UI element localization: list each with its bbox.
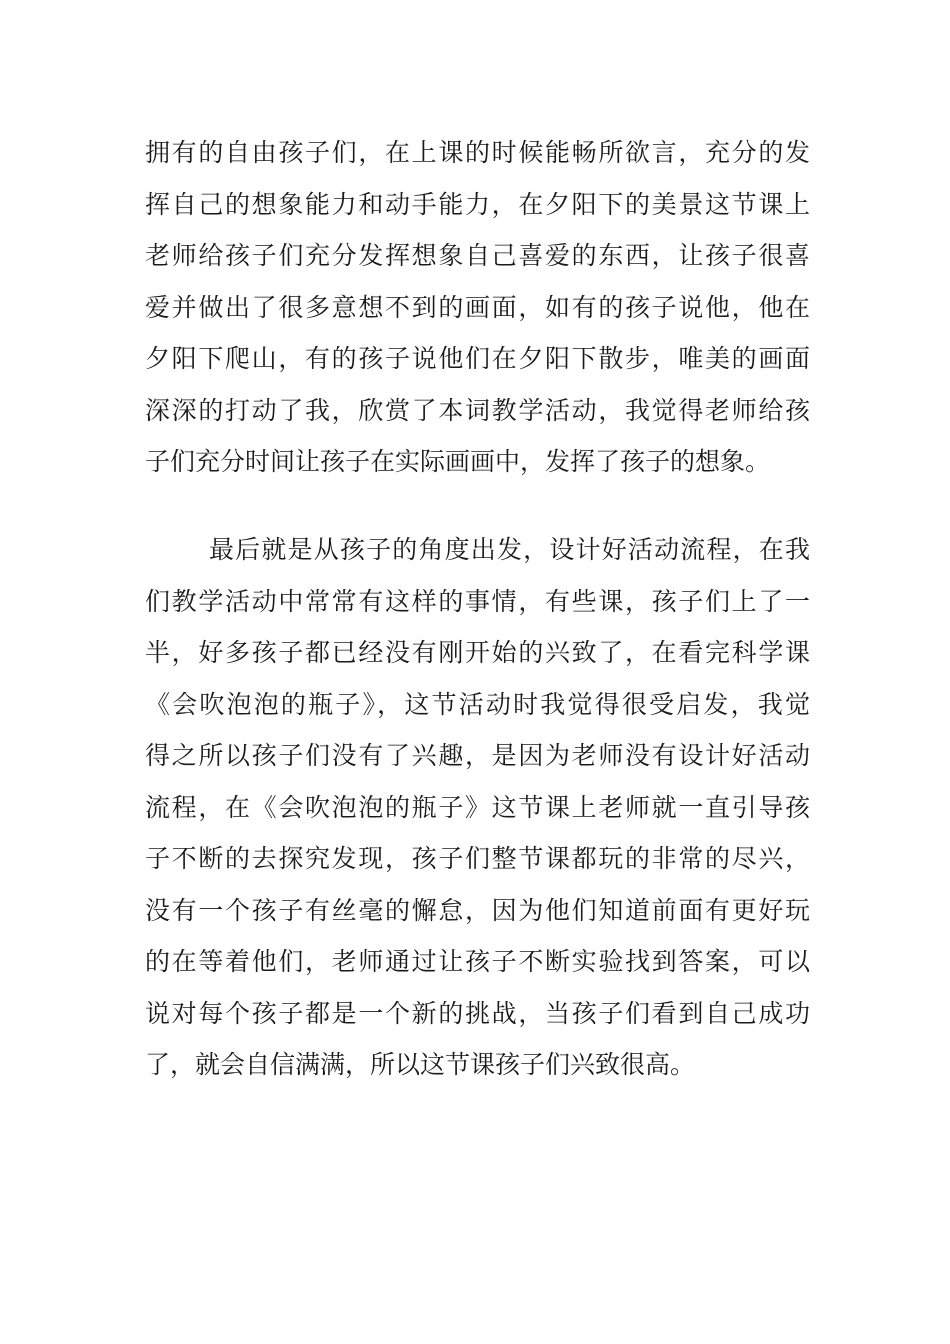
paragraph-line: 深深的打动了我，欣赏了本词教学活动，我觉得老师给孩 — [145, 395, 810, 425]
paragraph-line: 《会吹泡泡的瓶子》，这节活动时我觉得很受启发，我觉 — [145, 689, 810, 719]
paragraph-line: 最后就是从孩子的角度出发，设计好活动流程，在我 — [209, 535, 810, 564]
paragraph-line: 爱并做出了很多意想不到的画面，如有的孩子说他，他在 — [145, 292, 810, 322]
paragraph-line: 子不断的去探究发现，孩子们整节课都玩的非常的尽兴， — [145, 844, 810, 873]
paragraph-line: 夕阳下爬山，有的孩子说他们在夕阳下散步，唯美的画面 — [145, 344, 810, 373]
paragraph-1 — [145, 127, 810, 488]
paragraph-line: 没有一个孩子有丝毫的懈怠，因为他们知道前面有更好玩 — [145, 895, 810, 925]
paragraph-line: 说对每个孩子都是一个新的挑战，当孩子们看到自己成功 — [145, 998, 810, 1028]
paragraph-line: 们教学活动中常常有这样的事情，有些课，孩子们上了一 — [145, 586, 810, 616]
paragraph-2 — [145, 524, 810, 1091]
paragraph-line: 流程，在《会吹泡泡的瓶子》这节课上老师就一直引导孩 — [145, 792, 810, 822]
paragraph-line: 子们充分时间让孩子在实际画画中，发挥了孩子的想象。 — [145, 447, 771, 476]
paragraph-line: 半，好多孩子都已经没有刚开始的兴致了，在看完科学课 — [145, 638, 810, 667]
paragraph-line: 的在等着他们，老师通过让孩子不断实验找到答案，可以 — [145, 947, 810, 976]
paragraph-line: 老师给孩子们充分发挥想象自己喜爱的东西，让孩子很喜 — [145, 241, 810, 270]
paragraph-line: 了，就会自信满满，所以这节课孩子们兴致很高。 — [145, 1050, 696, 1079]
paragraph-line: 拥有的自由孩子们，在上课的时候能畅所欲言，充分的发 — [145, 138, 810, 167]
paragraph-line: 挥自己的想象能力和动手能力，在夕阳下的美景这节课上 — [145, 189, 810, 219]
paragraph-line: 得之所以孩子们没有了兴趣，是因为老师没有设计好活动 — [145, 741, 810, 770]
